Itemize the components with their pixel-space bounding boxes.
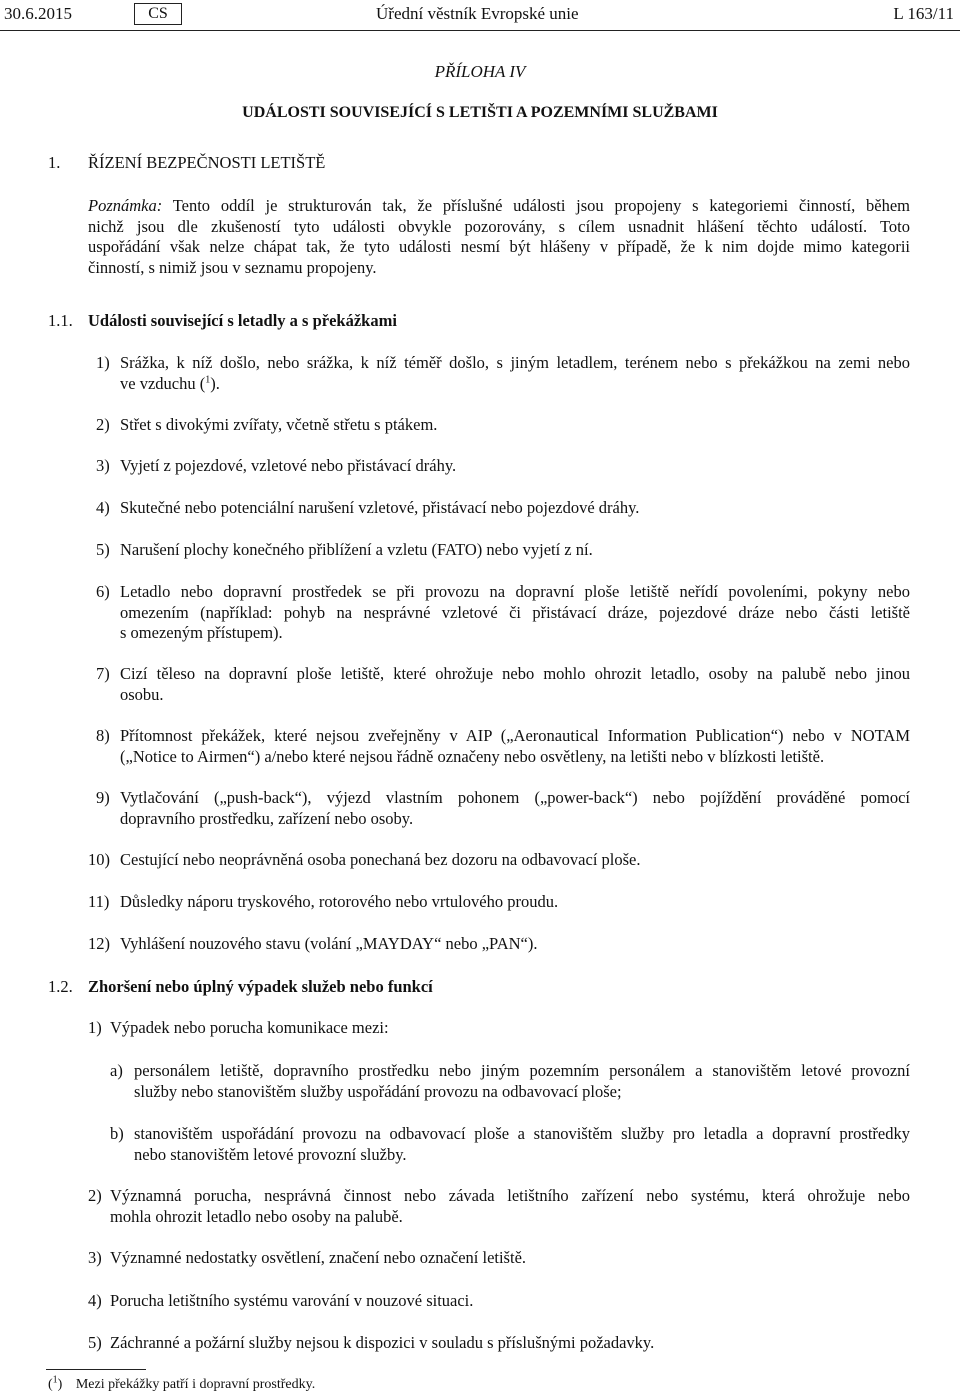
list-item [110, 1248, 910, 1269]
list-item-line: Cizí těleso na dopravní ploše letiště, které ohrožuje nebo mohlo ohrozit letadlo, osoby na palubě nebo jinou [120, 664, 910, 683]
list-item-line: Výpadek nebo porucha komunikace mezi: [110, 1018, 389, 1037]
list-item-line: Významné nedostatky osvětlení, značení nebo označení letiště. [110, 1248, 527, 1267]
list-item-number: 7) [96, 664, 110, 683]
list-item-number: 11) [88, 892, 110, 911]
list-item-number: 2) [96, 415, 110, 434]
list-item-line: ve vzduchu ( [120, 373, 206, 393]
list-item-number: 8) [96, 726, 110, 745]
list-item [120, 664, 910, 705]
list-item-line: personálem letiště, dopravního prostředku nebo jiným pozemním personálem a stanovištěm letové provozní [134, 1061, 910, 1080]
list-item [120, 582, 910, 644]
list-item [120, 788, 910, 829]
footnote [48, 1374, 316, 1393]
list-item-number: 1) [88, 1018, 102, 1037]
list-item-line: Srážka, k níž došlo, nebo srážka, k níž téměř došlo, s jiným letadlem, terénem nebo s překážkou na zemi nebo [120, 353, 910, 372]
section-title: ŘÍZENÍ BEZPEČNOSTI LETIŠTĚ [88, 153, 326, 172]
list-item-line: Porucha letištního systému varování v nouzové situaci. [110, 1291, 474, 1310]
list-item-line: Záchranné a požární služby nejsou k dispozici v souladu s příslušnými požadavky. [110, 1333, 655, 1352]
list-item [120, 353, 910, 394]
list-item-number: 5) [88, 1333, 102, 1352]
list-item-line: nebo stanovištěm letové provozní služby. [134, 1144, 407, 1164]
note-line: činností, s nimiž jsou v seznamu propojeny. [88, 257, 377, 277]
header-rule [0, 30, 960, 31]
sublist-item [134, 1124, 910, 1165]
list-item-line: Cestující nebo neoprávněná osoba ponechaná bez dozoru na odbavovací ploše. [120, 850, 641, 869]
subsection-title: Zhoršení nebo úplný výpadek služeb nebo funkcí [88, 977, 433, 996]
note-line: Tento oddíl je strukturován tak, že příslušné události jsou propojeny s kategoriemi činností, během [172, 196, 911, 215]
sublist-item [134, 1061, 910, 1102]
list-item-line: s omezeným přístupem). [120, 623, 283, 643]
header-date: 30.6.2015 [4, 4, 72, 23]
list-item-line: ). [210, 373, 220, 393]
list-item-number: 9) [96, 788, 110, 807]
list-item-line: („Notice to Airmen“) a/nebo které nejsou řádně označeny nebo osvětleny, na letišti nebo v blízkosti letiště. [120, 746, 825, 766]
footnote-text: Mezi překážky patří i dopravní prostředky. [75, 1377, 316, 1392]
list-item-number: 5) [96, 540, 110, 559]
language-badge: CS [134, 3, 182, 25]
list-item [120, 892, 910, 913]
list-item-line: Důsledky náporu tryskového, rotorového nebo vrtulového proudu. [120, 892, 559, 911]
list-item-number: 4) [88, 1291, 102, 1310]
subsection-title: Události související s letadly a s překážkami [88, 311, 397, 330]
list-item-number: 12) [88, 934, 110, 953]
list-item-line: Přítomnost překážek, které nejsou zveřejněny v AIP („Aeronautical Information Publication“) nebo v NOTAM [120, 726, 910, 745]
list-item-line: Střet s divokými zvířaty, včetně střetu s ptákem. [120, 415, 438, 434]
list-item [120, 456, 910, 477]
list-item-line: omezením (například: pohyb na nesprávné vzletové či přistávací dráze, pojezdové dráze nebo části letiště [120, 602, 910, 622]
list-item-line: Vytlačování („push-back“), výjezd vlastním pohonem („power-back“) nebo pojíždění prováděné pomocí [120, 788, 910, 807]
list-item-number: 2) [88, 1186, 102, 1205]
list-item [120, 934, 910, 955]
list-item-line: osobu. [120, 684, 164, 704]
note-line: uspořádání však nelze chápat tak, že tyto události nesmí být hlášeny v případě, že k nim dojde mimo kategorii [88, 237, 910, 257]
footnote-mark: 1 [52, 1374, 58, 1386]
subsection-number: 1.2. [48, 977, 73, 996]
list-item [110, 1333, 910, 1354]
annex-title: UDÁLOSTI SOUVISEJÍCÍ S LETIŠTI A POZEMNÍMI SLUŽBAMI [242, 104, 718, 121]
journal-title: Úřední věstník Evropské unie [376, 4, 579, 23]
list-item-number: 3) [96, 456, 110, 475]
list-item-line: mohla ohrozit letadlo nebo osoby na palubě. [110, 1206, 403, 1226]
list-item-line: Skutečné nebo potenciální narušení vzletové, přistávací nebo pojezdové dráhy. [120, 498, 640, 517]
list-item [120, 726, 910, 767]
list-item [110, 1018, 910, 1039]
sublist-item-letter: b) [110, 1124, 124, 1143]
list-item-line: Vyhlášení nouzového stavu (volání „MAYDAY“ nebo „PAN“). [120, 934, 538, 953]
list-item-line: Narušení plochy konečného přiblížení a vzletu (FATO) nebo vyjetí z ní. [120, 540, 593, 559]
footnote-mark: ) [57, 1377, 63, 1392]
note-line: nichž jsou dle zkušeností tyto události obvykle pozorovány, s cílem usnadnit hlášení těchto událostí. Toto [88, 216, 910, 236]
list-item-line: stanovištěm uspořádání provozu na odbavovací ploše a stanovištěm služby pro letadla a dopravní prostředky [134, 1124, 910, 1143]
footnote-reference: 1 [205, 374, 211, 386]
list-item-line: dopravního prostředku, zařízení nebo osoby. [120, 808, 414, 828]
list-item [120, 415, 910, 436]
footnote-mark: ( [48, 1377, 53, 1392]
sublist-item-letter: a) [110, 1061, 123, 1080]
list-item [120, 540, 910, 561]
list-item [110, 1291, 910, 1312]
subsection-number: 1.1. [48, 311, 73, 330]
list-item-line: Letadlo nebo dopravní prostředek se při provozu na dopravní ploše letiště neřídí povoleními, pokyny nebo [120, 582, 910, 601]
list-item [120, 850, 910, 871]
list-item-line: Vyjetí z pojezdové, vzletové nebo přistávací dráhy. [120, 456, 457, 475]
list-item [120, 498, 910, 519]
annex-label: PŘÍLOHA IV [434, 62, 526, 81]
list-item [110, 1186, 910, 1227]
note-paragraph [88, 196, 910, 278]
list-item-line: služby nebo stanovištěm služby uspořádání provozu na odbavovací ploše; [134, 1081, 622, 1101]
list-item-number: 3) [88, 1248, 102, 1267]
section-number: 1. [48, 153, 61, 172]
note-label: Poznámka: [88, 196, 163, 215]
footnote-rule [46, 1369, 146, 1370]
list-item-number: 10) [88, 850, 110, 869]
list-item-number: 4) [96, 498, 110, 517]
header-reference: L 163/11 [893, 4, 954, 23]
list-item-number: 1) [96, 353, 110, 372]
list-item-number: 6) [96, 582, 110, 601]
list-item-line: Významná porucha, nesprávná činnost nebo závada letištního zařízení nebo systému, která ohrožuje nebo [110, 1186, 910, 1205]
